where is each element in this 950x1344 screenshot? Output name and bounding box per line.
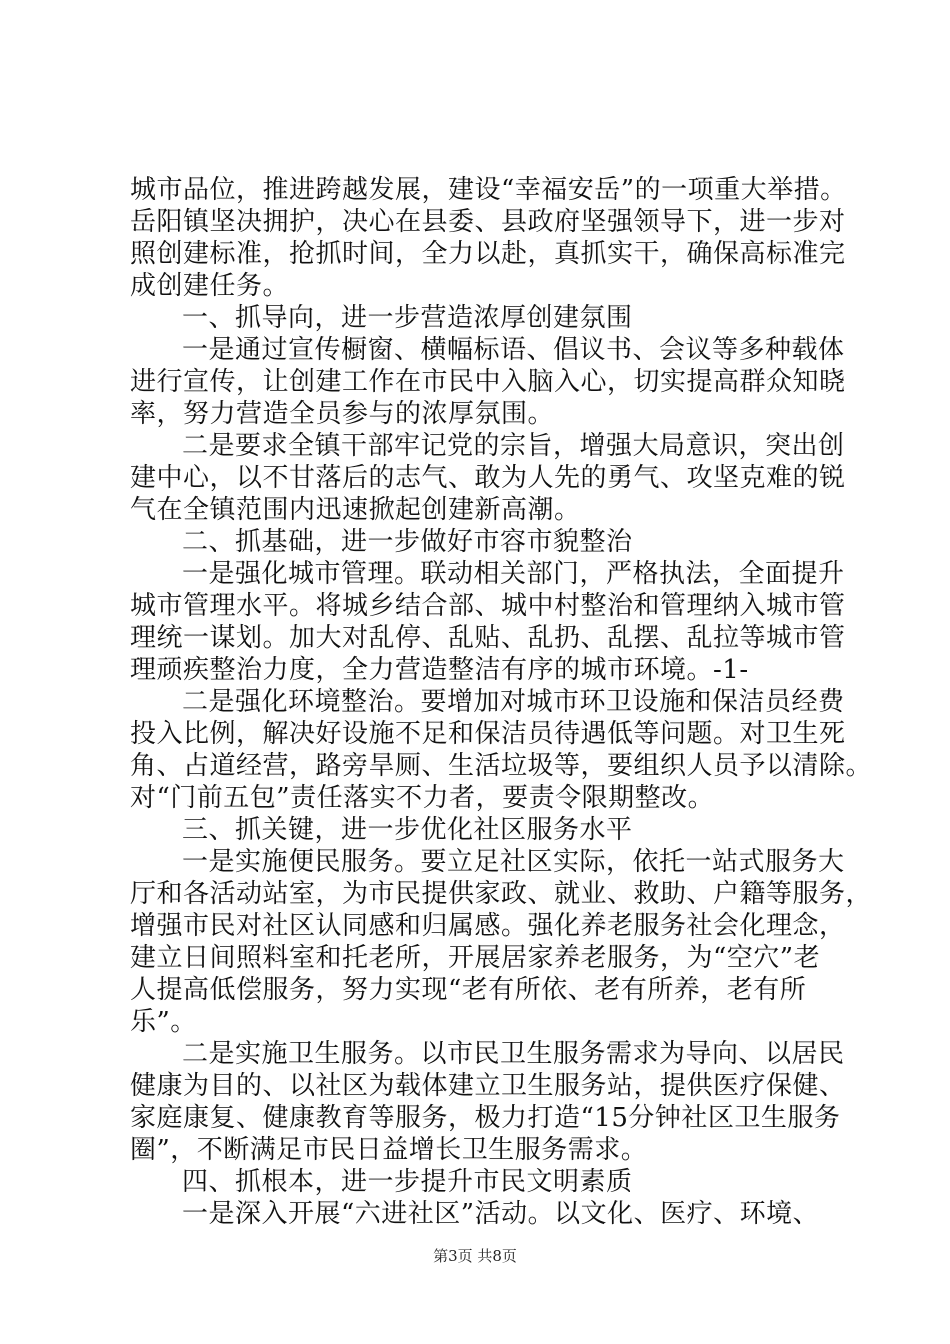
text-line: 照创建标准，抢抓时间，全力以赴，真抓实干，确保高标准完 xyxy=(130,239,846,269)
text-line: 家庭康复、健康教育等服务，极力打造“15分钟社区卫生服务 xyxy=(130,1103,841,1133)
text-line: 乐”。 xyxy=(130,1007,197,1037)
text-line: 一是深入开展“六进社区”活动。以文化、医疗、环境、 xyxy=(182,1199,820,1229)
text-line: 二是要求全镇干部牢记党的宗旨，增强大局意识，突出创 xyxy=(182,431,845,461)
text-line: 二是强化环境整治。要增加对城市环卫设施和保洁员经费 xyxy=(182,687,845,717)
text-line: 城市管理水平。将城乡结合部、城中村整治和管理纳入城市管 xyxy=(130,591,846,621)
text-line: 建中心，以不甘落后的志气、敢为人先的勇气、攻坚克难的锐 xyxy=(130,463,846,493)
text-line: 进行宣传，让创建工作在市民中入脑入心，切实提高群众知晓 xyxy=(130,367,846,397)
text-line: 角、占道经营，路旁旱厕、生活垃圾等，要组织人员予以清除。 xyxy=(130,751,873,781)
text-line: 一是通过宣传橱窗、横幅标语、倡议书、会议等多种载体 xyxy=(182,335,845,365)
document-body xyxy=(130,174,873,1230)
text-line: 健康为目的、以社区为载体建立卫生服务站，提供医疗保健、 xyxy=(130,1071,846,1101)
section-heading: 三、抓关键，进一步优化社区服务水平 xyxy=(182,815,633,845)
text-line: 二是实施卫生服务。以市民卫生服务需求为导向、以居民 xyxy=(182,1039,845,1069)
text-line: 成创建任务。 xyxy=(130,271,290,301)
text-line: 人提高低偿服务，努力实现“老有所依、老有所养，老有所 xyxy=(130,975,807,1005)
text-line: 理统一谋划。加大对乱停、乱贴、乱扔、乱摆、乱拉等城市管 xyxy=(130,623,846,653)
text-line: 理顽疾整治力度，全力营造整洁有序的城市环境。-1- xyxy=(130,655,749,685)
text-line: 圈”，不断满足市民日益增长卫生服务需求。 xyxy=(130,1135,648,1165)
text-line: 率，努力营造全员参与的浓厚氛围。 xyxy=(130,399,555,429)
text-line: 城市品位，推进跨越发展，建设“幸福安岳”的一项重大举措。 xyxy=(130,175,847,205)
text-line: 一是实施便民服务。要立足社区实际，依托一站式服务大 xyxy=(182,847,845,877)
section-heading: 二、抓基础，进一步做好市容市貌整治 xyxy=(182,527,633,557)
section-heading: 一、抓导向，进一步营造浓厚创建氛围 xyxy=(182,303,633,333)
text-line: 厅和各活动站室，为市民提供家政、就业、救助、户籍等服务， xyxy=(130,879,873,909)
text-line: 气在全镇范围内迅速掀起创建新高潮。 xyxy=(130,495,581,525)
page-footer: 第3页 共8页 xyxy=(433,1247,517,1265)
section-heading: 四、抓根本，进一步提升市民文明素质 xyxy=(182,1167,633,1197)
text-line: 对“门前五包”责任落实不力者，要责令限期整改。 xyxy=(130,783,715,813)
text-line: 建立日间照料室和托老所，开展居家养老服务，为“空穴”老 xyxy=(130,943,821,973)
text-line: 增强市民对社区认同感和归属感。强化养老服务社会化理念， xyxy=(130,911,846,941)
text-line: 一是强化城市管理。联动相关部门，严格执法，全面提升 xyxy=(182,559,845,589)
text-line: 岳阳镇坚决拥护，决心在县委、县政府坚强领导下，进一步对 xyxy=(130,207,846,237)
text-line: 投入比例，解决好设施不足和保洁员待遇低等问题。对卫生死 xyxy=(130,719,846,749)
